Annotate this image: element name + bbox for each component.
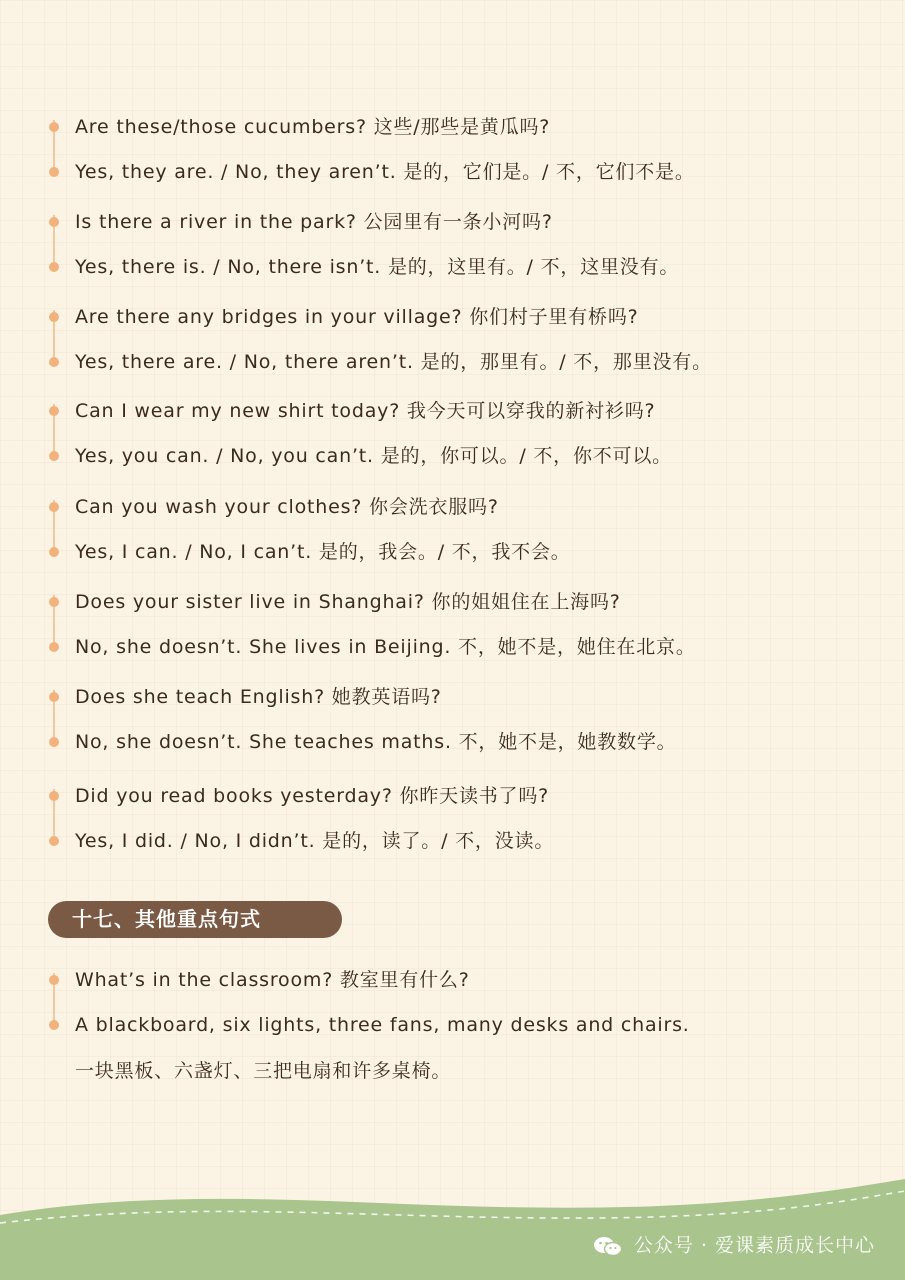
bullet-dot	[49, 1020, 59, 1030]
qa-group	[48, 112, 888, 188]
qa-group	[48, 302, 888, 378]
bullet-dot	[49, 122, 59, 132]
question-text: Can you wash your clothes? 你会洗衣服吗?	[75, 496, 499, 518]
qa-group	[48, 781, 888, 857]
qa-group	[48, 207, 888, 283]
qa-group	[48, 492, 888, 568]
question-text: Is there a river in the park? 公园里有一条小河吗?	[75, 211, 553, 233]
question-text: Are there any bridges in your village? 你们村子里有桥吗?	[75, 306, 639, 328]
answer-translation-text: 一块黑板、六盏灯、三把电扇和许多桌椅。	[75, 1060, 452, 1082]
answer-text: Yes, I did. / No, I didn’t. 是的，读了。/ 不，没读。	[75, 830, 555, 852]
question-text: What’s in the classroom? 教室里有什么?	[75, 969, 470, 991]
qa-group	[48, 682, 888, 758]
question-text: Are these/those cucumbers? 这些/那些是黄瓜吗?	[75, 116, 551, 138]
answer-text: Yes, you can. / No, you can’t. 是的，你可以。/ 不，你不可以。	[75, 445, 672, 467]
bullet-dot	[49, 737, 59, 747]
bullet-dot	[49, 312, 59, 322]
answer-text: Yes, there is. / No, there isn’t. 是的，这里有。/ 不，这里没有。	[75, 256, 680, 278]
section-group	[48, 965, 888, 1085]
answer-text: Yes, there are. / No, there aren’t. 是的，那里有。/ 不，那里没有。	[75, 351, 712, 373]
bullet-dot	[49, 217, 59, 227]
bullet-dot	[49, 692, 59, 702]
bullet-dot	[49, 502, 59, 512]
footer-label: 公众号 · 爱课素质成长中心	[633, 1234, 875, 1257]
bullet-dot	[49, 975, 59, 985]
section-heading	[48, 901, 342, 938]
bullet-dot	[49, 791, 59, 801]
bullet-dot	[49, 357, 59, 367]
bullet-dot	[49, 406, 59, 416]
footer-watermark	[593, 1231, 875, 1259]
qa-group	[48, 587, 888, 663]
bullet-dot	[49, 836, 59, 846]
answer-text: A blackboard, six lights, three fans, many desks and chairs.	[75, 1014, 690, 1036]
wechat-icon	[593, 1235, 623, 1257]
question-text: Does your sister live in Shanghai? 你的姐姐住在上海吗?	[75, 591, 621, 613]
answer-text: Yes, I can. / No, I can’t. 是的，我会。/ 不，我不会。	[75, 541, 571, 563]
answer-text: Yes, they are. / No, they aren’t. 是的，它们是。/ 不，它们不是。	[75, 161, 695, 183]
bullet-dot	[49, 597, 59, 607]
qa-group	[48, 396, 888, 472]
bullet-dot	[49, 451, 59, 461]
section-title: 十七、其他重点句式	[72, 907, 261, 931]
bullet-dot	[49, 642, 59, 652]
question-text: Does she teach English? 她教英语吗?	[75, 686, 442, 708]
question-text: Did you read books yesterday? 你昨天读书了吗?	[75, 785, 550, 807]
bullet-dot	[49, 262, 59, 272]
answer-text: No, she doesn’t. She teaches maths. 不，她不是，她教数学。	[75, 731, 677, 753]
bullet-dot	[49, 547, 59, 557]
answer-text: No, she doesn’t. She lives in Beijing. 不，她不是，她住在北京。	[75, 636, 696, 658]
footer-wave	[0, 1175, 905, 1280]
bullet-dot	[49, 167, 59, 177]
question-text: Can I wear my new shirt today? 我今天可以穿我的新衬衫吗?	[75, 400, 656, 422]
